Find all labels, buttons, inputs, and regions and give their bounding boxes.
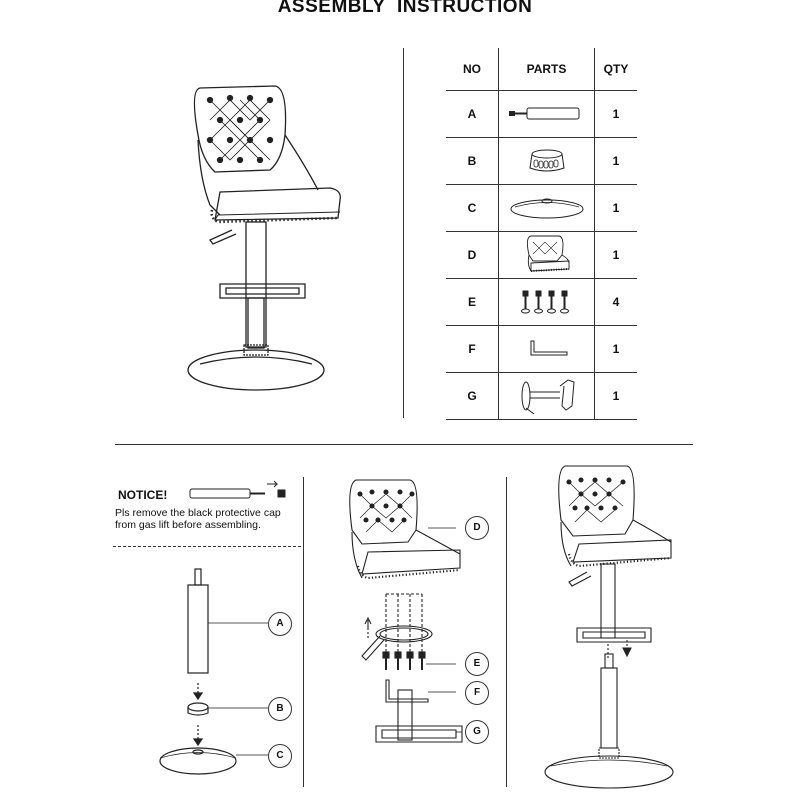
row-no: C [446, 185, 499, 232]
gas-lift-icon [507, 104, 587, 124]
callout-g: G [465, 720, 489, 744]
table-row [446, 279, 637, 326]
notice-title: NOTICE! [118, 488, 168, 502]
callout-e: E [465, 652, 489, 676]
section-divider [115, 444, 693, 445]
chair-seat-icon [517, 233, 577, 277]
row-no: G [446, 373, 499, 420]
header-parts: PARTS [499, 48, 595, 91]
page-title: ASSEMBLY INSTRUCTION [277, 0, 533, 17]
row-no: D [446, 232, 499, 279]
table-row [446, 232, 637, 279]
row-no: B [446, 138, 499, 185]
table-row [446, 185, 637, 232]
table-row [446, 138, 637, 185]
callout-b: B [268, 697, 292, 721]
row-qty: 1 [595, 91, 638, 138]
table-row [446, 373, 637, 420]
row-no: A [446, 91, 499, 138]
row-no: E [446, 279, 499, 326]
ring-cover-icon [517, 148, 577, 174]
step3-illustration [525, 460, 725, 790]
row-qty: 1 [595, 326, 638, 373]
row-no: F [446, 326, 499, 373]
notice-separator [113, 546, 301, 547]
table-row [446, 91, 637, 138]
protective-cap-illustration [185, 478, 295, 508]
row-qty: 1 [595, 373, 638, 420]
table-row [446, 326, 637, 373]
row-qty: 1 [595, 232, 638, 279]
row-qty: 1 [595, 185, 638, 232]
assembled-chair-illustration [60, 40, 420, 440]
header-qty: QTY [595, 48, 638, 91]
parts-table [446, 48, 637, 420]
callout-c: C [268, 744, 292, 768]
row-qty: 1 [595, 138, 638, 185]
row-qty: 4 [595, 279, 638, 326]
callout-d: D [465, 516, 489, 540]
base-plate-icon [507, 196, 587, 220]
callout-f: F [465, 681, 489, 705]
bolts-icon [517, 289, 577, 315]
bottom-divider-1 [303, 477, 304, 787]
notice-text: Pls remove the black protective cap from gas lift before assembling. [115, 507, 281, 531]
allen-key-icon [517, 337, 577, 361]
callout-a: A [268, 612, 292, 636]
header-no: NO [446, 48, 499, 91]
footrest-mechanism-icon [512, 376, 582, 416]
